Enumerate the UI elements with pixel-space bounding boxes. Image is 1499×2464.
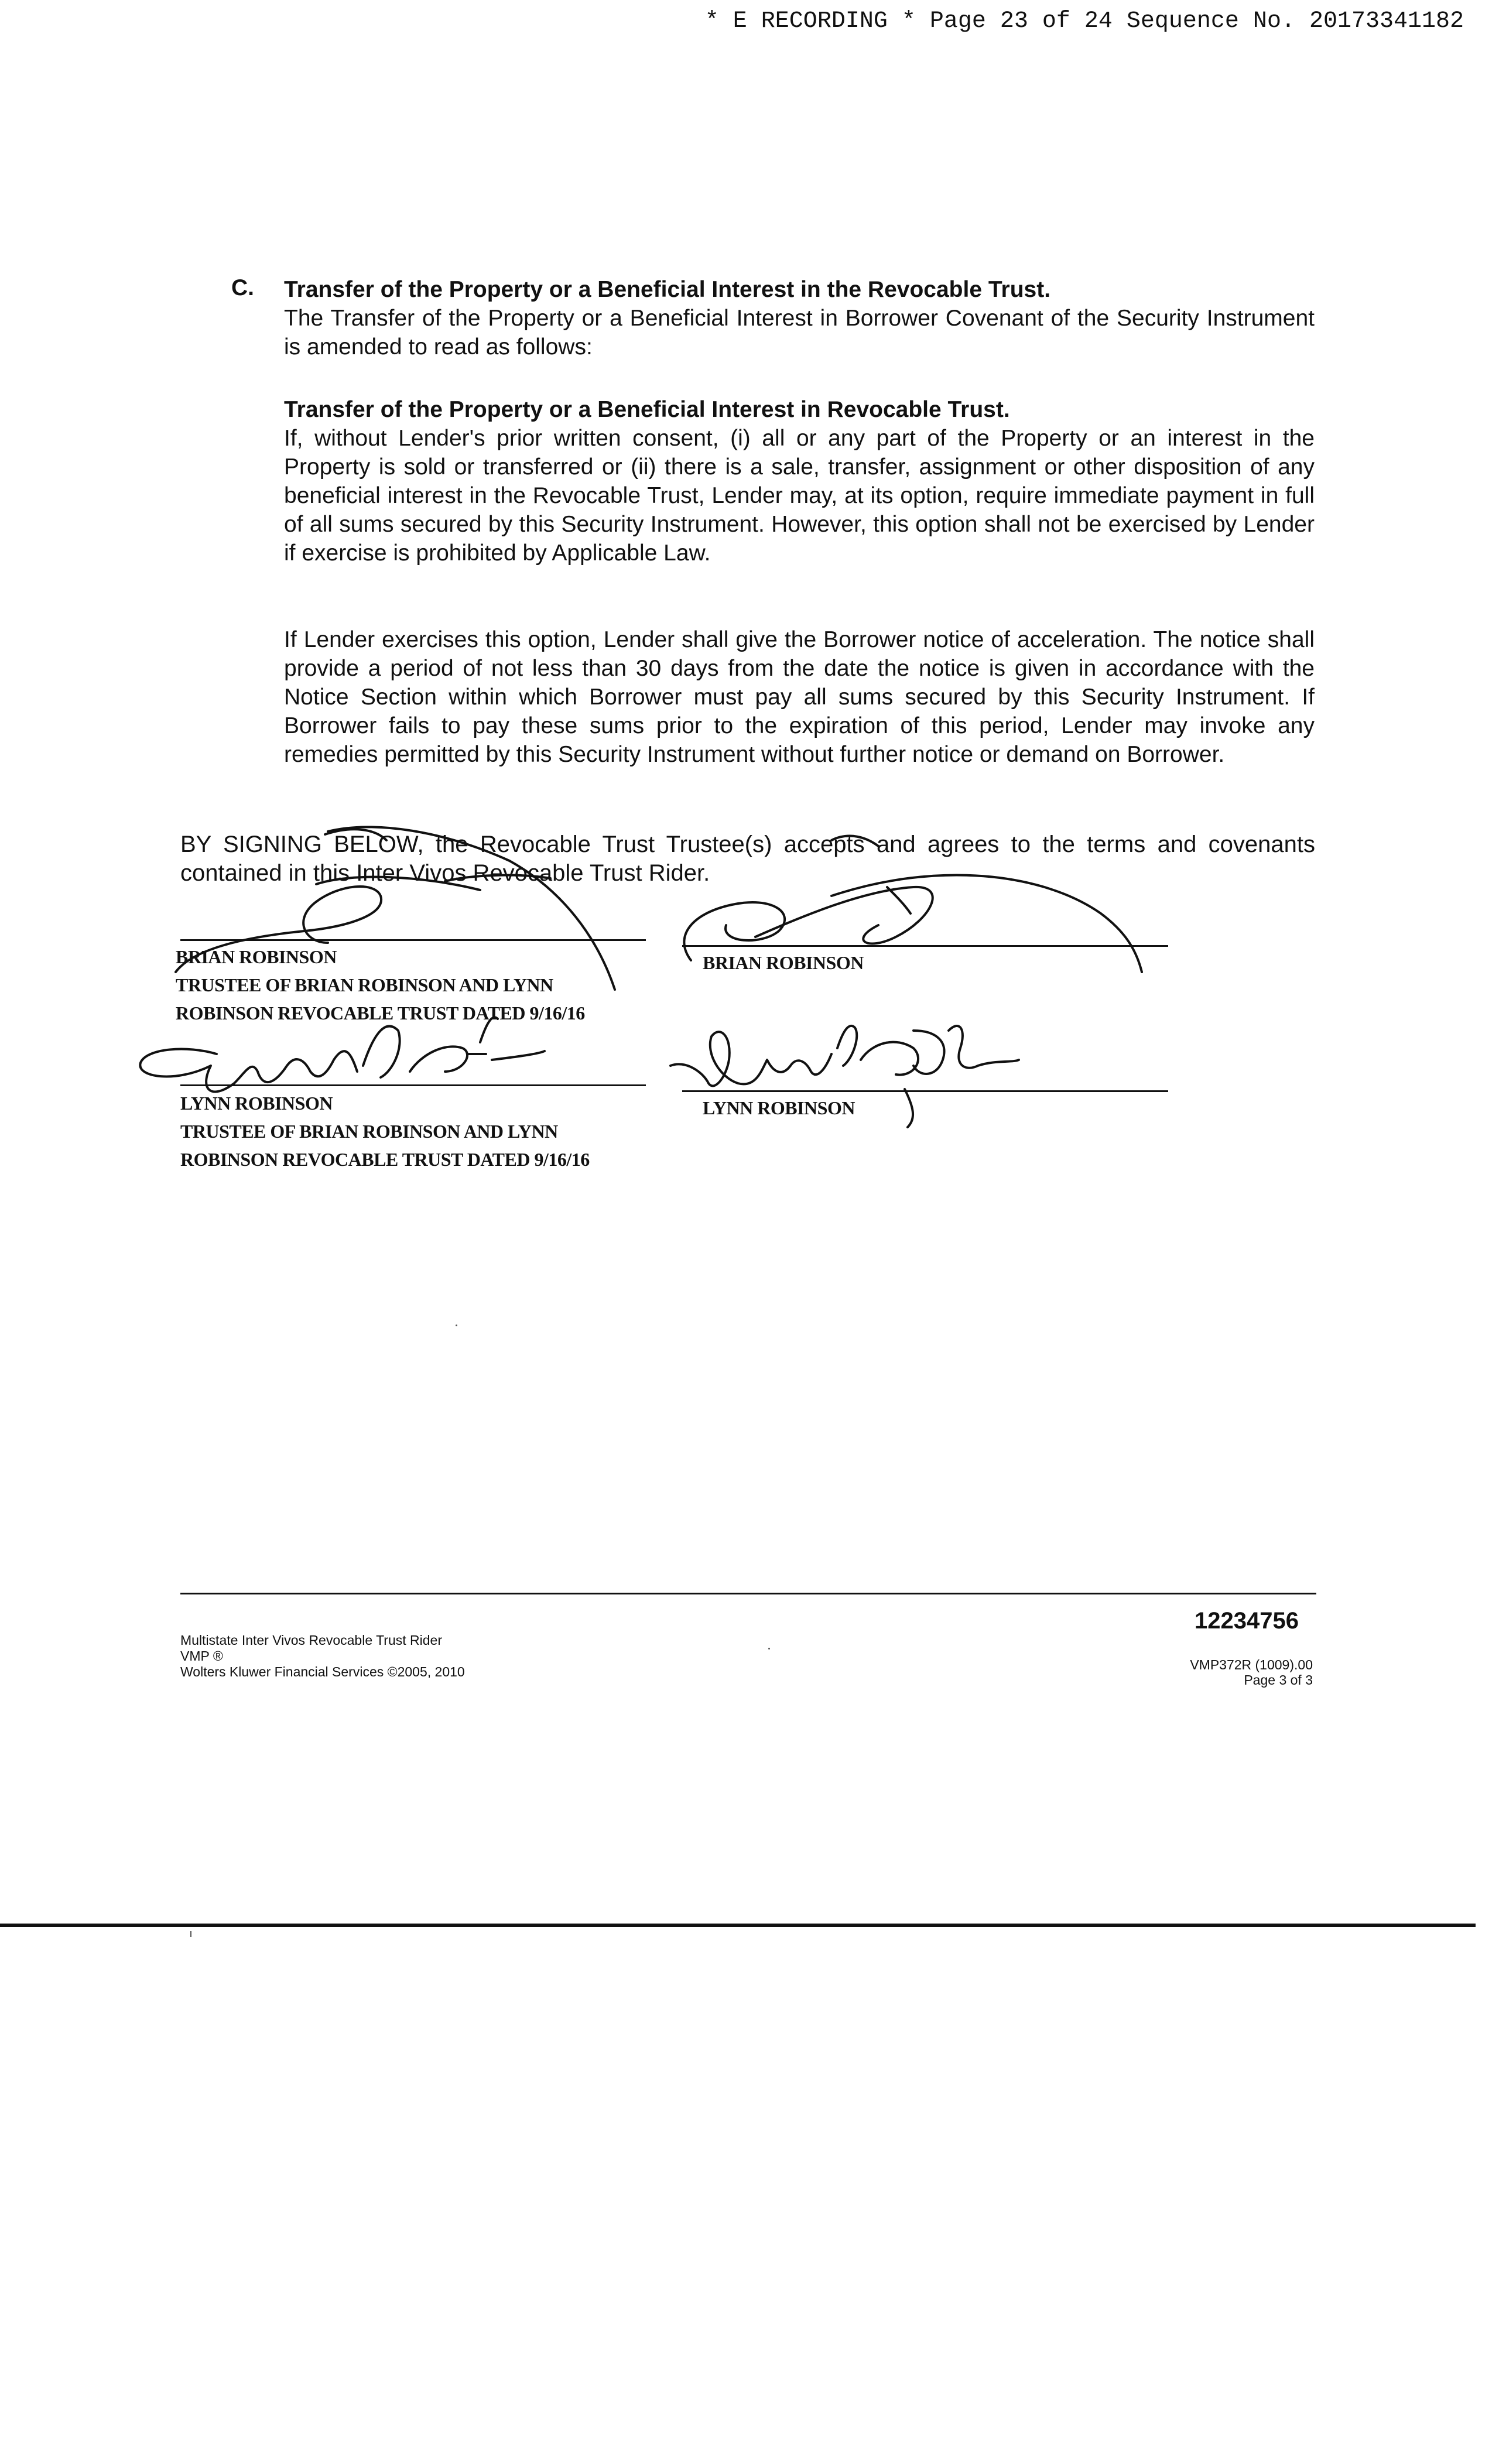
loan-number: 12234756	[1195, 1608, 1299, 1634]
section-heading: Transfer of the Property or a Beneficial Interest in the Revocable Trust.	[284, 277, 1051, 302]
section-letter: C.	[231, 275, 254, 300]
recording-header: * E RECORDING * Page 23 of 24 Sequence No. 20173341182	[704, 8, 1464, 35]
publisher: Wolters Kluwer Financial Services ©2005, 2010	[180, 1664, 465, 1679]
signer-title-left-top-2: ROBINSON REVOCABLE TRUST DATED 9/16/16	[176, 1002, 585, 1024]
vmp-mark: VMP ®	[180, 1648, 223, 1664]
signer-name-right-bottom: LYNN ROBINSON	[703, 1097, 855, 1118]
form-code: VMP372R (1009).00	[1190, 1657, 1313, 1672]
scan-speck	[456, 1325, 457, 1326]
signer-name-right-top: BRIAN ROBINSON	[703, 952, 864, 973]
signature-lynn-right	[670, 1026, 1019, 1127]
paragraph-1: If, without Lender's prior written consent, (i) all or any part of the Property or an interest in the Property is sold or transferred or (ii) there is a sale, transfer, assignment or other disposition of any beneficial interest in the Revocable Trust, Lender may, at its option, require immediate payment in full of all sums secured by this Security Instrument. However, this option shall not be exercised by Lender if exercise is prohibited by Applicable Law.	[284, 426, 1315, 566]
section-intro: The Transfer of the Property or a Beneficial Interest in Borrower Covenant of the Security Instrument is amended to read as follows:	[284, 306, 1315, 360]
signer-title-left-bottom-2: ROBINSON REVOCABLE TRUST DATED 9/16/16	[180, 1149, 590, 1170]
scan-speck	[768, 1648, 770, 1649]
handwritten-signatures	[0, 0, 1499, 1230]
paragraph-2: If Lender exercises this option, Lender shall give the Borrower notice of acceleration. The notice shall provide a period of not less than 30 days from the date the notice is given in accordance with the Notice Section within which Borrower must pay all sums secured by this Security Instrument. If Borrower fails to pay these sums prior to the expiration of this period, Lender may invoke any remedies permitted by this Security Instrument without further notice or demand on Borrower.	[284, 627, 1315, 767]
signing-statement: BY SIGNING BELOW, the Revocable Trust Trustee(s) accepts and agrees to the terms and covenants contained in this Inter Vivos Revocable Trust Rider.	[180, 831, 1315, 886]
signature-brian-right	[684, 875, 1142, 972]
scan-speck	[190, 1931, 191, 1937]
signer-name-left-top: BRIAN ROBINSON	[176, 946, 337, 967]
signer-name-left-bottom: LYNN ROBINSON	[180, 1093, 333, 1114]
page-number: Page 3 of 3	[1244, 1672, 1313, 1688]
subheading: Transfer of the Property or a Beneficial Interest in Revocable Trust.	[284, 397, 1010, 422]
form-name: Multistate Inter Vivos Revocable Trust Rider	[180, 1633, 442, 1648]
signature-lynn-left	[140, 1017, 545, 1091]
signature-brian-left	[176, 827, 615, 990]
signer-title-left-bottom-1: TRUSTEE OF BRIAN ROBINSON AND LYNN	[180, 1121, 558, 1142]
signer-title-left-top-1: TRUSTEE OF BRIAN ROBINSON AND LYNN	[176, 974, 553, 995]
footer-left	[180, 1633, 465, 1680]
bottom-rule	[0, 1924, 1476, 1927]
footer-right	[1159, 1657, 1313, 1688]
footer-rule	[180, 1593, 1316, 1594]
